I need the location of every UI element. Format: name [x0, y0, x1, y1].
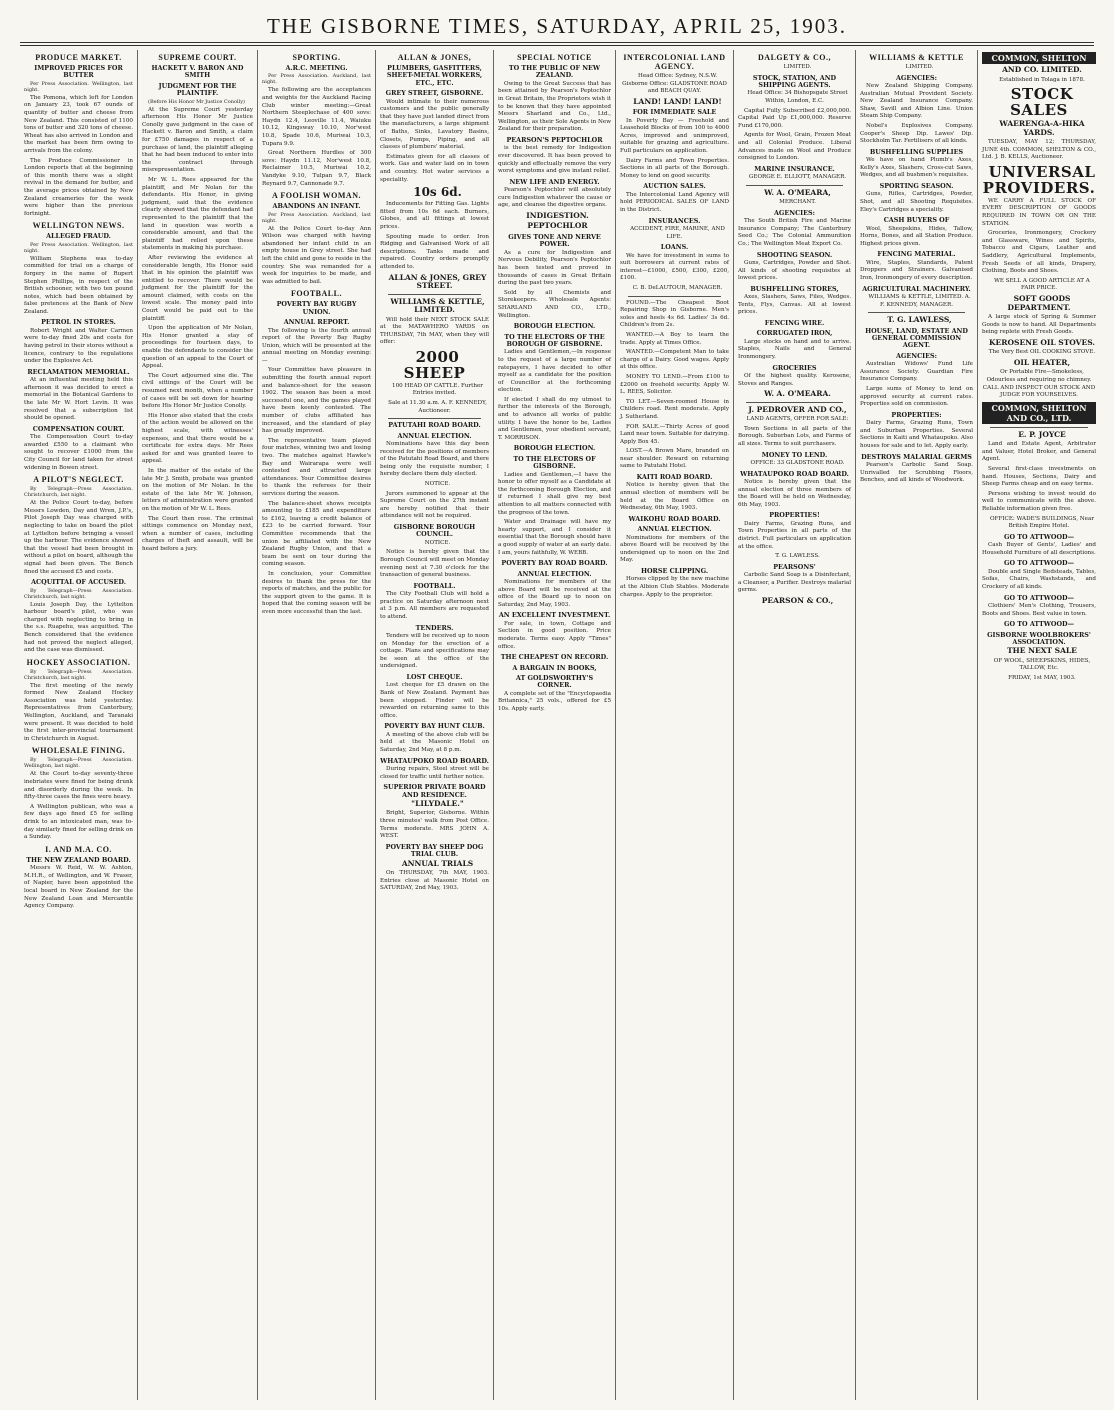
article-paragraph: The representative team played four matches, winning two and losing two. The matches against Hawke's Bay and Wairarapa were well contested and attracted large attendances. Your Committee desires to thank the referees for their services during the season.: [262, 437, 371, 497]
ad-heading: ANNUAL TRIALS: [401, 858, 474, 868]
article-subhead: MONEY TO LEND.: [761, 450, 828, 459]
ad-heading: PEPTOCHLOR: [527, 221, 588, 231]
article-paragraph: Town Sections in all parts of the Borough. Suburban Lots, and Farms of all sizes. Terms to suit purchasers.: [738, 425, 851, 447]
article-paragraph: FOUND.—The Cheapest Boot Repairing Shop in Gisborne. Men's soles and heels 4s 6d. Ladies' 3s 6d. Children's from 2s.: [620, 299, 729, 329]
article-headline: SUPREME COURT.: [158, 53, 237, 62]
centered-line: OF WOOL, SHEEPSKINS, HIDES, TALLOW, Etc.: [993, 657, 1091, 672]
article-paragraph: WE CARRY A FULL STOCK OF EVERY DESCRIPTION OF GOODS REQUIRED IN TOWN OR ON THE STATION.: [982, 197, 1096, 227]
article-paragraph: The Pomona, which left for London on January 23, took 67 ounds of quantity of butter and cheese from New Zealand. This consisted of 1100 tons of butter and 320 tons of cheese. Wheat has also arrived in London and the market has been firm owing to arrivals from the colony.: [24, 94, 133, 154]
article-paragraph: In conclusion, your Committee desires to thank the press for the reports of matches, and the public for the support given to the game. It is hoped that the coming season will be even more successful than the last.: [262, 570, 371, 615]
column-1: [20, 50, 138, 1400]
article-paragraph: A complete set of the "Encyclopaedia Britannica," 25 vols., offered for £5 10s. Apply early.: [498, 690, 611, 712]
ad-heading: T. G. LAWLESS,: [887, 315, 952, 325]
article-subhead: POVERTY BAY RUGBY UNION.: [276, 300, 357, 316]
article-paragraph: Nominations have this day been received for the positions of members of the Patutahi Road Board, and there being only the requisite number, I hereby declare them duly elected.: [380, 441, 489, 478]
article-subhead: FOR IMMEDIATE SALE: [632, 108, 717, 117]
article-paragraph: Ladies and Gentlemen,—In response to the request of a large number of ratepayers, I have decided to offer myself as a candidate for the position of Councillor at the forthcoming election.: [498, 349, 611, 394]
article-paragraph: Pearson's Peptochlor will absolutely cure Indigestion whatever the cause or age, and cleanse the digestive organs.: [498, 187, 611, 209]
article-paragraph: At the Supreme Court yesterday afternoon His Honor Mr Justice Conolly gave judgment in the case of Hackett v. Baron and Smith, a claim for £750 damages in respect of a purchase of land, the plaintiff alleging that he had been induced to enter into the contract through misrepresentation.: [142, 106, 253, 174]
article-paragraph: We have on hand Plumb's Axes, Kelly's Axes, Slashers, Cross-cut Saws, Wedges, and all bushmen's requisites.: [860, 157, 973, 179]
article-paragraph: Inducements for Fitting Gas. Lights fitted from 10s 6d each. Burners, Globes, and all fittings at lowest prices.: [380, 201, 489, 230]
article-subhead: TO THE ELECTORS OF THE BOROUGH OF GISBORNE.: [504, 332, 605, 348]
dateline: Per Press Association. Auckland, last night.: [262, 73, 371, 86]
article-paragraph: Agents for Wool, Grain, Frozen Meat and all Colonial Produce. Liberal Advances made on Wool and Produce consigned to London.: [738, 132, 851, 162]
article-subhead: PEARSON'S PEPTOCHLOR: [506, 135, 603, 144]
ad-banner: COMMON, SHELTON AND CO., LTD.: [982, 402, 1096, 424]
article-paragraph: Persons wishing to invest would do well to communicate with the above. Reliable information given free.: [982, 490, 1096, 512]
article-paragraph: LOST.—A Brown Mare, branded on near shoulder. Reward on returning same to Patutahi Hotel.: [620, 448, 729, 470]
ad-heading: "LILYDALE.": [411, 798, 464, 808]
article-paragraph: The first meeting of the newly formed New Zealand Hockey Association was held yesterday. Representatives from Canterbury, Wellington, Auckland, and Taranaki were present. It was decided to hold the first inter-provincial tournament in Christchurch in August.: [24, 682, 133, 742]
article-subhead: LOANS.: [660, 243, 689, 252]
article-paragraph: Notice is hereby given that the Borough Council will meet on Monday evening next at 7.30 o'clock for the transaction of general business.: [380, 549, 489, 579]
article-headline: A PILOT'S NEGLECT.: [33, 475, 124, 485]
article-paragraph: Notice is hereby given that the annual election of three members of the Board will be held on Wednesday, 6th May, 1903.: [738, 478, 851, 508]
article-paragraph: Double and Single Bedsteads, Tables, Sofas, Chairs, Washstands, and Crockery of all kinds.: [982, 568, 1096, 590]
article-subhead: COMPENSATION COURT.: [32, 424, 125, 433]
centered-line: WILLIAMS & KETTLE, LIMITED. A. F. KENNEDY, MANAGER.: [868, 293, 971, 308]
article-paragraph: His Honor also stated that the costs of the action would be allowed on the highest scale, with witnesses' expenses, and that there would be a certificate for extra days. Mr Rees asked for and was granted leave to appeal.: [142, 412, 253, 465]
column-3: [258, 50, 376, 1400]
centered-line: MERCHANT.: [779, 199, 816, 206]
ad-heading: AND CO. LIMITED.: [1002, 65, 1082, 74]
dateline: Per Press Association. Auckland, last night.: [262, 211, 371, 224]
article-paragraph: Land and Estate Agent, Arbitrator and Valuer, Hotel Broker, and General Agent.: [982, 441, 1096, 463]
centered-line: FRIDAY, 1st MAY, 1903.: [1008, 675, 1076, 682]
section-separator: [628, 296, 721, 297]
article-paragraph: TUESDAY, MAY 12; THURSDAY, JUNE 4th. COMMON, SHELTON & CO., Ltd. J. B. KELLS, Auctioneer.: [982, 139, 1096, 161]
article-paragraph: The City Football Club will hold a practice on Saturday afternoon next at 3 p.m. All members are requested to attend.: [380, 591, 489, 620]
article-headline: WILLIAMS & KETTLE: [869, 53, 964, 62]
article-paragraph: Wool, Sheepskins, Hides, Tallow, Horns, Bones, and all Station Produce. Highest prices given.: [860, 225, 973, 247]
article-headline: FOOTBALL.: [291, 289, 342, 299]
article-paragraph: Mr W. L. Rees appeared for the plaintiff, and Mr Nolan for the defendants. His Honor, in giving judgment, said that the evidence clearly showed that the defendant had represented to the plaintiff that the land in question was worth a considerable amount, and that the plaintiff had relied upon these statements in making his purchase.: [142, 176, 253, 252]
centered-line: GEORGE E. ELLIOTT, MANAGER.: [748, 174, 847, 181]
columns-container: [20, 50, 1100, 1400]
centered-line: LIMITED.: [783, 64, 812, 70]
article-paragraph: Ladies and Gentlemen,—I have the honor to offer myself as a Candidate at the forthcoming Borough Election, and if returned I shall give my best attention to all matters connected with the progress of the town.: [498, 471, 611, 516]
article-paragraph: Large sums of Money to lend on approved security at current rates. Properties sold on commission.: [860, 386, 973, 408]
column-9: [978, 50, 1100, 1400]
article-paragraph: The South British Fire and Marine Insurance Company; The Canterbury Seed Co.; The Colonial Ammunition Co.; The Wellington Meat Export Co.: [738, 218, 851, 248]
article-subhead: AGRICULTURAL MACHINERY.: [862, 284, 971, 293]
article-headline: DALGETY & CO.,: [758, 53, 831, 62]
article-subhead: FENCING WIRE.: [764, 319, 825, 327]
article-subhead: ACQUITTAL OF ACCUSED.: [31, 578, 126, 587]
article-subhead: IMPROVED PRICES FOR BUTTER: [34, 64, 123, 80]
article-headline: SPECIAL NOTICE: [517, 53, 592, 62]
article-subhead: GO TO ATTWOOD—: [1004, 620, 1074, 629]
dateline: Per Press Association. Wellington, last night.: [24, 241, 133, 254]
article-paragraph: Estimates given for all classes of work. Gas and water laid on in town and country. Hot water services a speciality.: [380, 153, 489, 183]
article-paragraph: The following are the acceptances and weights for the Auckland Racing Club winter meeting:—Great Northern Steeplechase of 400 sovs: Haydn 12.4, Leoville 11.4, Waiuku 10.12, Kingsway 10.10, Nor'west 10.8, Spade 10.6, Muriwai 10.3, Tupara 9.9.: [262, 87, 371, 147]
article-subhead: INSURANCES.: [648, 216, 701, 225]
article-headline: WHOLESALE FINING.: [31, 746, 126, 756]
article-subhead: FOOTBALL.: [413, 581, 456, 590]
article-subhead: BUSHFELLING SUPPLIES: [869, 147, 964, 156]
article-subhead: TO THE PUBLIC OF NEW ZEALAND.: [508, 64, 601, 80]
article-paragraph: After reviewing the evidence at considerable length, His Honor said that in his opinion the plaintiff was entitled to recover. There would be judgment for the plaintiff for the amount claimed, with costs on the lowest scale. The money paid into Court would be paid out to the plaintiff.: [142, 254, 253, 322]
article-paragraph: If elected I shall do my utmost to further the interests of the Borough, and to advance all works of public utility. I have the honor to be, Ladies and Gentlemen, your obedient servant, T. MORRISON.: [498, 396, 611, 441]
article-subhead: THE CHEAPEST ON RECORD.: [500, 653, 609, 662]
masthead-title: THE GISBORNE TIMES, SATURDAY, APRIL 25, 1903.: [266, 14, 848, 38]
article-paragraph: Owing to the Great Success that has been attained by Pearson's Peptochlor in Great Britain, the Proprietors wish it to be known that they have appointed Messrs Sharland and Co., Ltd., Wellington, as their Sole Agents in New Zealand for their preparation.: [498, 80, 611, 133]
article-paragraph: At an influential meeting held this afternoon it was decided to erect a memorial in the Botanical Gardens to the late Mr W. Hort Levin. It was resolved that a subscription list should be opened.: [24, 377, 133, 422]
article-subhead: BUSHFELLING STORES,: [750, 284, 839, 293]
section-separator: [746, 185, 843, 186]
article-paragraph: Large stocks on hand and to arrive. Staples, Nails and General Ironmongery.: [738, 338, 851, 360]
article-subhead: ABANDONS AN INFANT.: [272, 202, 361, 211]
article-subhead: SHOOTING SEASON.: [756, 250, 833, 259]
ad-heading: E. P. JOYCE: [1018, 429, 1066, 439]
article-paragraph: The Produce Commissioner in London reports that at the beginning of this month there was a slight revival in the demand for butter, and the average prices obtained by New Zealand creameries for the week were higher than the previous fortnight.: [24, 157, 133, 217]
article-paragraph: For sale, in town, Cottage and Section in good position. Price moderate. Terms easy. Apply "Times" office.: [498, 620, 611, 650]
article-paragraph: The following is the fourth annual report of the Poverty Bay Rugby Union, which will be presented at the annual meeting on Monday evening:—: [262, 327, 371, 364]
article-subhead: GO TO ATTWOOD—: [1004, 593, 1074, 602]
article-headline: I. AND M.A. CO.: [45, 844, 112, 854]
centered-line: Established in Tolaga in 1878.: [999, 76, 1085, 83]
article-paragraph: Guns, Rifles, Cartridges, Powder, Shot, and all Shooting Requisites. Eley's Cartridges a speciality.: [860, 191, 973, 213]
article-subhead: FENCING MATERIAL.: [877, 250, 956, 259]
article-paragraph: Cash Buyer of Gents', Ladies' and Household Furniture of all descriptions.: [982, 542, 1096, 556]
column-4: [376, 50, 494, 1400]
article-subhead: GISBORNE BOROUGH COUNCIL.: [393, 523, 476, 539]
article-paragraph: Of the highest quality. Kerosene, Stoves and Ranges.: [738, 373, 851, 387]
article-paragraph: On THURSDAY, 7th MAY, 1903. Entries close at Masonic Hotel on SATURDAY, 2nd May, 1903.: [380, 870, 489, 892]
article-paragraph: Louis Joseph Day, the Lyttelton harbour board's pilot, who was charged with neglecting to bring in the s.s. Ruapehu, was acquitted. The Bench considered that the evidence had not proved the neglect alleged, and the case was dismissed.: [24, 601, 133, 654]
ad-heading: J. PEDROVER AND CO.,: [748, 404, 847, 414]
article-paragraph: The Intercolonial Land Agency will hold PERIODICAL SALES OF LAND in the District.: [620, 191, 729, 214]
ad-heading: WAERENGA-A-HIKA YARDS.: [999, 119, 1085, 137]
article-subhead: ANNUAL ELECTION.: [517, 569, 592, 578]
article-paragraph: The Court adjourned sine die. The civil sittings of the Court will be resumed next month, when a number of cases will be set down for hearing before His Honor Mr Justice Conolly.: [142, 372, 253, 410]
article-paragraph: In Poverty Bay — Freehold and Leasehold Blocks of from 100 to 4000 Acres, improved and unimproved, suitable for grazing and agriculture. Full particulars on application.: [620, 117, 729, 155]
article-subhead: GREY STREET, GISBORNE.: [385, 89, 484, 98]
article-subhead: PROPERTIES!: [769, 511, 820, 520]
ad-heading: INDIGESTION.: [526, 210, 589, 220]
masthead-rule-double: [20, 45, 1094, 46]
article-paragraph: WANTED.—A Boy to learn the trade. Apply at Times Office.: [620, 331, 729, 346]
article-subhead: SPORTING SEASON.: [879, 181, 954, 190]
article-subhead: JUDGMENT FOR THE PLAINTIFF.: [158, 81, 237, 98]
article-paragraph: A meeting of the above club will be held at the Masonic Hotel on Saturday, 2nd May, at 8 p.m.: [380, 731, 489, 753]
article-paragraph: FOR SALE.—Thirty Acres of good Land near town. Suitable for dairying. Apply Box 45.: [620, 423, 729, 445]
dateline: By Telegraph—Press Association. Christchurch, last night.: [24, 668, 133, 681]
article-subhead: PROPERTIES:: [891, 410, 942, 419]
masthead-rule: [20, 42, 1094, 43]
centered-line: Sale at 11.30 a.m. A. F. KENNEDY, Auctioneer.: [388, 400, 487, 414]
article-paragraph: Dairy Farms and Town Properties. Sections in all parts of the Borough. Money to lend on good security.: [620, 157, 729, 179]
article-subhead: AGENCIES:: [895, 73, 938, 82]
article-subhead: PLUMBERS, GASFITTERS, SHEET-METAL WORKERS, ETC., ETC.: [386, 64, 483, 87]
article-paragraph: At the Police Court to-day, before Messrs Lowden, Day and Wren, J.P.'s, Pilot Joseph Day was charged with neglecting to take on board the pilot at Lyttelton before bringing a vessel up the harbour. The evidence showed that the vessel had been brought in without a pilot on board, although the signal had been given. The Bench fined the accused £5 and costs.: [24, 500, 133, 575]
article-subhead: GISBORNE WOOLBROKERS' ASSOCIATION.: [987, 630, 1091, 646]
centered-line: ACCIDENT, FIRE, MARINE, AND LIFE.: [630, 226, 725, 240]
article-subhead: HACKETT V. BARON AND SMITH: [151, 64, 244, 80]
article-subhead: BOROUGH ELECTION.: [513, 444, 596, 453]
article-subhead: A BARGAIN IN BOOKS,: [512, 663, 597, 672]
article-subhead: THE NEW ZEALAND BOARD.: [26, 855, 131, 864]
article-subhead: AUCTION SALES.: [643, 182, 706, 191]
article-paragraph: As a cure for Indigestion and Nervous Debility, Pearson's Peptochlor has been tested and proved in thousands of cases in Great Britain during the past two years.: [498, 249, 611, 287]
centered-line: T. G. LAWLESS.: [775, 553, 820, 560]
centered-line: Or Portable Fire—Smokeless, Odourless and requiring no chimney. CALL AND INSPECT OUR STOCK AND JUDGE FOR YOURSELVES.: [982, 369, 1096, 399]
article-paragraph: Your Committee have pleasure in submitting the fourth annual report and balance-sheet for the season 1902. The season has been a most successful one, and the games played have been keenly contested. The number of clubs affiliated has increased, and the standard of play has greatly improved.: [262, 367, 371, 435]
article-subhead: AGENCIES:: [773, 208, 816, 217]
article-paragraph: A large stock of Spring & Summer Goods is now to hand. All Departments being replete with Fresh Goods.: [982, 314, 1096, 336]
article-subhead: GO TO ATTWOOD—: [1004, 532, 1074, 541]
centered-line: OFFICE: 33 GLADSTONE ROAD.: [750, 459, 845, 466]
article-paragraph: Guns, Cartridges, Powder and Shot. All kinds of shooting requisites at lowest prices.: [738, 260, 851, 282]
article-paragraph: Great Northern Hurdles of 300 sovs: Haydn 11.12, Nor'west 10.8, Reclaimer 10.5, Muriwai 10.2, Vandyke 9.10, Tulpan 9.7, Black Reynard 9.7, Cannonade 9.7.: [262, 150, 371, 187]
article-paragraph: Dairy Farms, Grazing Runs, and Town Properties in all parts of the district. Full particulars on application at the office.: [738, 520, 851, 550]
article-subhead: ANNUAL ELECTION.: [637, 525, 712, 534]
article-headline: A FOOLISH WOMAN.: [272, 191, 361, 201]
centered-line: NOTICE.: [424, 539, 451, 546]
ad-heading: W. A. O'MEARA.: [764, 389, 831, 399]
section-separator: [746, 402, 843, 403]
article-subhead: RECLAMATION MEMORIAL.: [27, 367, 130, 376]
ad-heading: W. A. O'MEARA,: [764, 187, 831, 197]
article-paragraph: Bright, Superior, Gisborne. Within three minutes' walk from Post Office. Terms moderate. MRS JOHN A. WEST.: [380, 810, 489, 840]
ad-display-line: UNIVERSAL PROVIDERS.: [982, 162, 1096, 197]
article-subhead: DESTROYS MALARIAL GERMS: [861, 452, 972, 461]
article-headline: ALLAN & JONES,: [397, 53, 472, 62]
centered-line: The Very Best OIL COOKING STOVE.: [988, 349, 1096, 356]
ad-display-line: 2000 SHEEP: [403, 347, 466, 382]
article-paragraph: Several first-class investments on hand. Houses, Sections, Dairy and Sheep Farms cheap and on easy terms.: [982, 466, 1096, 488]
article-paragraph: Robert Wright and Walter Carmen were to-day fined 20s and costs for having petrol in their stores without a licence, contrary to the regulations under the Explosive Act.: [24, 327, 133, 365]
article-subhead: POVERTY BAY ROAD BOARD.: [501, 559, 608, 568]
article-subhead: WHATAUPOKO ROAD BOARD.: [380, 756, 489, 765]
centered-line: LIMITED.: [905, 64, 934, 70]
article-paragraph: Australian Widows' Fund Life Assurance Society. Guardian Fire Insurance Company.: [860, 361, 973, 383]
article-paragraph: Capital Fully Subscribed £2,000,000. Capital Paid Up £1,000,000. Reserve Fund £170,000.: [738, 107, 851, 129]
ad-heading: ALLAN & JONES, GREY STREET.: [388, 272, 487, 290]
centered-line: OFFICE: WADE'S BUILDINGS, Near British Empire Hotel.: [989, 515, 1095, 530]
section-separator: [388, 294, 481, 295]
article-paragraph: Water and Drainage will have my hearty support, and I consider it essential that the Borough should have a good supply of water at an early date. I am, yours faithfully, W. WEBB.: [498, 519, 611, 556]
article-subhead: TENDERS.: [415, 623, 454, 632]
article-paragraph: Axes, Slashers, Saws, Files, Wedges. Tents, Flys, Canvas. All at lowest prices.: [738, 294, 851, 316]
article-paragraph: A Wellington publican, who was a few days ago fined £5 for selling drink to an intoxicated man, was to-day similarly fined for selling drink on a Sunday.: [24, 803, 133, 841]
article-subhead: GO TO ATTWOOD—: [1004, 559, 1074, 568]
article-paragraph: WANTED.—Competent Man to take charge of a Dairy. Good wages. Apply at this office.: [620, 349, 729, 371]
article-subhead: POVERTY BAY HUNT CLUB.: [384, 722, 485, 731]
article-paragraph: Nobel's Explosives Company. Cooper's Sheep Dip. Lawes' Dip. Stockholm Tar. Fertilisers of all kinds.: [860, 122, 973, 145]
article-paragraph: Sold by all Chemists and Storekeepers. Wholesale Agents: SHARLAND AND CO., LTD., Wellington.: [498, 289, 611, 319]
column-7: [734, 50, 856, 1400]
article-paragraph: We have for investment in sums to suit borrowers at current rates of interest—£1000, £500, £300, £200, £100.: [620, 252, 729, 282]
centered-line: C. B. DeLAUTOUR, MANAGER.: [632, 285, 723, 291]
ad-heading: PEARSON & CO.,: [761, 595, 834, 605]
article-subhead: GROCERIES: [772, 363, 817, 372]
article-headline: INTERCOLONIAL LAND AGENCY.: [623, 53, 726, 71]
article-paragraph: Messrs W. Reid, W. W. Ashton, M.H.R., of Wellington, and W. Fraser, of Napier, have been appointed the local board in New Zealand for the New Zealand Loan and Mercantile Agency Company.: [24, 865, 133, 910]
ad-display-line: STOCK SALES: [1010, 85, 1074, 120]
column-2: [138, 50, 258, 1400]
article-paragraph: In the matter of the estate of the late Mr J. Smith, probate was granted on the motion of Mr Nolan. In the estate of the late Mr W. Johnson, letters of administration were granted on the motion of Mr W. L. Rees.: [142, 467, 253, 512]
article-paragraph: Spouting made to order. Iron Ridging and Galvanised Work of all descriptions. Tanks made and repaired. Country orders promptly attended to.: [380, 233, 489, 270]
article-paragraph: is the best remedy for Indigestion ever discovered. It has been proved to quickly and effectually remove the very worst symptoms and give instant relief.: [498, 145, 611, 175]
article-paragraph: Lost cheque for £5 drawn on the Bank of New Zealand. Payment has been stopped. Finder will be rewarded on returning same to this office.: [380, 682, 489, 719]
article-subhead: SUPERIOR PRIVATE BOARD AND RESIDENCE.: [383, 783, 486, 799]
centered-line: Head Office: Sydney, N.S.W. Gisborne Office: GLADSTONE ROAD and BEACH QUAY.: [622, 73, 727, 95]
article-paragraph: Dairy Farms, Grazing Runs, Town and Suburban Properties. Several Sections in Kaiti and Whataupoko. Also houses for sale and to let. Apply early.: [860, 420, 973, 449]
article-paragraph: Horses clipped by the new machine at the Albion Club Stables. Moderate charges. Apply to the proprietor.: [620, 576, 729, 598]
article-subhead: PEARSONS': [773, 562, 816, 571]
dateline: By Telegraph—Press Association. Christchurch, last night.: [24, 486, 133, 499]
article-paragraph: New Zealand Shipping Company. Australian Mutual Provident Society. New Zealand Insurance Company. Shaw, Savill and Albion Line. Union Steam Ship Company.: [860, 83, 973, 120]
ad-heading: WILLIAMS & KETTLE, LIMITED.: [390, 296, 485, 314]
article-subhead: KAITI ROAD BOARD.: [636, 473, 713, 482]
article-subhead: PETROL IN STORES.: [41, 318, 116, 327]
ad-heading: KEROSENE OIL STOVES.: [989, 337, 1095, 347]
article-paragraph: The balance-sheet shows receipts amounting to £185 and expenditure to £162, leaving a credit balance of £23 to be carried forward. Your Committee recommends that the union be affiliated with the New Zealand Rugby Union, and that a team be sent on tour during the coming season.: [262, 500, 371, 568]
section-separator: [388, 418, 481, 419]
article-subhead: HORSE CLIPPING.: [640, 567, 709, 576]
article-paragraph: Notice is hereby given that the annual election of members will be held at the Board Office on Wednesday, 6th May, 1903.: [620, 482, 729, 512]
article-paragraph: At the Police Court to-day Ann Wilson was charged with having abandoned her infant child in an empty house in Grey street. She had left the child and gone to reside in the country. She was remanded for a week for inquiries to be made, and was admitted to bail.: [262, 225, 371, 285]
dateline: By Telegraph—Press Association. Wellington, last night.: [24, 757, 133, 770]
article-paragraph: Nominations for members of the above Board will be received at the office of the Board up to noon on Saturday, 2nd May, 1903.: [498, 579, 611, 608]
article-subhead: TO THE ELECTORS OF GISBORNE.: [513, 454, 596, 471]
ad-heading: SOFT GOODS DEPARTMENT.: [1007, 294, 1071, 312]
article-subhead: MARINE INSURANCE.: [754, 164, 835, 173]
article-subhead: PATUTAHI ROAD BOARD.: [388, 421, 481, 430]
article-paragraph: Upon the application of Mr Nolan, His Honor granted a stay of proceedings for fourteen days, to enable the defendants to consider the question of an appeal to the Court of Appeal.: [142, 325, 253, 370]
ad-price: 10s 6d.: [413, 185, 462, 200]
article-paragraph: Clothiers' Men's Clothing, Trousers, Boots and Shoes. Best value in town.: [982, 602, 1096, 617]
article-paragraph: Carbolic Sand Soap is a Disinfectant, a Cleanser, a Purifier. Destroys malarial germs.: [738, 572, 851, 594]
article-paragraph: Would intimate to their numerous customers and the public generally that they have just landed direct from the manufacturers, a large shipment of Baths, Sinks, Lavatory Basins, Closets, Pumps, Piping, and all classes of plumbers' material.: [380, 98, 489, 151]
centered-line: WE SELL A GOOD ARTICLE AT A FAIR PRICE.: [994, 277, 1090, 292]
article-subhead: POVERTY BAY SHEEP DOG TRIAL CLUB.: [385, 842, 484, 859]
section-separator: [990, 427, 1088, 428]
column-5: [494, 50, 616, 1400]
article-paragraph: TO LET.—Seven-roomed House in Childers road. Rent moderate. Apply J. Sutherland.: [620, 398, 729, 420]
article-subhead: ANNUAL REPORT.: [283, 318, 350, 327]
article-subhead: WAIKOHU ROAD BOARD.: [628, 514, 721, 523]
article-subhead: BOROUGH ELECTION.: [513, 322, 596, 331]
article-subhead: AGENCIES:: [895, 351, 938, 360]
centered-line: LAND AGENTS, OFFER FOR SALE:: [746, 416, 849, 423]
article-paragraph: Groceries, Ironmongery, Crockery and Glassware, Wines and Spirits, Tobacco and Cigars, Leather and Saddlery, Agricultural Implements, Fresh Seeds of all kinds, Drapery, Clothing, Boots and Shoes.: [982, 230, 1096, 275]
article-headline: SPORTING.: [292, 53, 341, 62]
article-subhead: CORRUGATED IRON,: [756, 329, 833, 338]
dateline: By Telegraph—Press Association. Christchurch, last night.: [24, 587, 133, 600]
article-paragraph: The Court then rose. The criminal sittings commence on Monday next, when a number of cases, including charges of theft and assault, will be heard before a jury.: [142, 515, 253, 552]
dateline: (Before His Honor Mr Justice Conolly): [148, 98, 245, 105]
article-subhead: ALLEGED FRAUD.: [46, 232, 111, 241]
dateline: Per Press Association. Wellington, last night.: [24, 80, 133, 93]
article-paragraph: Will hold their NEXT STOCK SALE at the MATAWHERO YARDS on THURSDAY, 7th MAY, when they will offer:: [380, 316, 489, 346]
article-subhead: WHATAUPOKO ROAD BOARD.: [740, 469, 849, 478]
article-headline: HOCKEY ASSOCIATION.: [26, 657, 131, 667]
article-subhead: NEW LIFE AND ENERGY.: [509, 177, 600, 186]
centered-line: NOTICE.: [424, 481, 451, 488]
article-paragraph: Tenders will be received up to noon on Monday for the erection of a cottage. Plans and specifications may be seen at the office of the undersigned.: [380, 632, 489, 670]
article-subhead: LOST CHEQUE.: [406, 672, 463, 681]
article-headline: PRODUCE MARKET.: [35, 53, 122, 62]
article-paragraph: William Stephens was to-day committed for trial on a charge of forgery in the name of Rupert Stephen Phillips, in respect of the British schooner, with two ten pound notes, which had been obtained by false pretences at the Bank of New Zealand.: [24, 255, 133, 315]
column-6: [616, 50, 734, 1400]
column-8: [856, 50, 978, 1400]
article-subhead: AN EXCELLENT INVESTMENT.: [498, 611, 611, 620]
ad-banner: COMMON, SHELTON: [982, 52, 1096, 64]
article-subhead: CASH BUYERS OF: [883, 216, 950, 225]
article-headline: WELLINGTON NEWS.: [32, 221, 125, 231]
article-subhead: AT GOLDSWORTHY'S CORNER.: [515, 673, 594, 690]
ad-heading: THE NEXT SALE: [1007, 646, 1077, 656]
centered-line: 100 HEAD OF CATTLE. Further Entries invited.: [392, 382, 483, 397]
ad-heading: OIL HEATER,: [1013, 357, 1071, 367]
article-paragraph: Jurors summoned to appear at the Supreme Court on the 27th instant are hereby notified that their attendance will not be required.: [380, 490, 489, 520]
centered-line: Head Office: 34 Bishopsgate Street Within, London, E.C.: [747, 90, 848, 104]
article-paragraph: Pearson's Carbolic Sand Soap. Unrivalled for Scrubbing Floors, Benches, and all kinds of Woodwork.: [860, 461, 973, 484]
article-paragraph: Wire, Staples, Standards, Patent Droppers and Strainers. Galvanised Iron, Ironmongery of every description.: [860, 259, 973, 281]
section-separator: [868, 312, 965, 313]
article-paragraph: MONEY TO LEND.—From £100 to £2000 on freehold security. Apply W. L. REES, Solicitor.: [620, 373, 729, 396]
article-subhead: GIVES TONE AND NERVE POWER.: [508, 232, 601, 249]
article-subhead: HOUSE, LAND, ESTATE AND GENERAL COMMISSION AGENT.: [865, 326, 968, 350]
article-paragraph: At the Court to-day seventy-three inebriates were fined for being drunk and disorderly during the week. In fifty-three cases the fines were heavy.: [24, 771, 133, 801]
article-subhead: A.R.C. MEETING.: [285, 64, 348, 72]
article-paragraph: The Compensation Court to-day awarded £550 to a claimant who sought to recover £1000 from the City Council for land taken for street widening in Bowen street.: [24, 434, 133, 471]
ad-heading: LAND! LAND! LAND!: [633, 96, 722, 106]
article-paragraph: Nominations for members of the above Board will be received by the undersigned up to noon on the 2nd May.: [620, 534, 729, 564]
article-subhead: ANNUAL ELECTION.: [397, 431, 472, 440]
article-subhead: STOCK, STATION, AND SHIPPING AGENTS.: [752, 73, 837, 89]
article-paragraph: During repairs, Steel street will be closed for traffic until further notice.: [380, 765, 489, 780]
